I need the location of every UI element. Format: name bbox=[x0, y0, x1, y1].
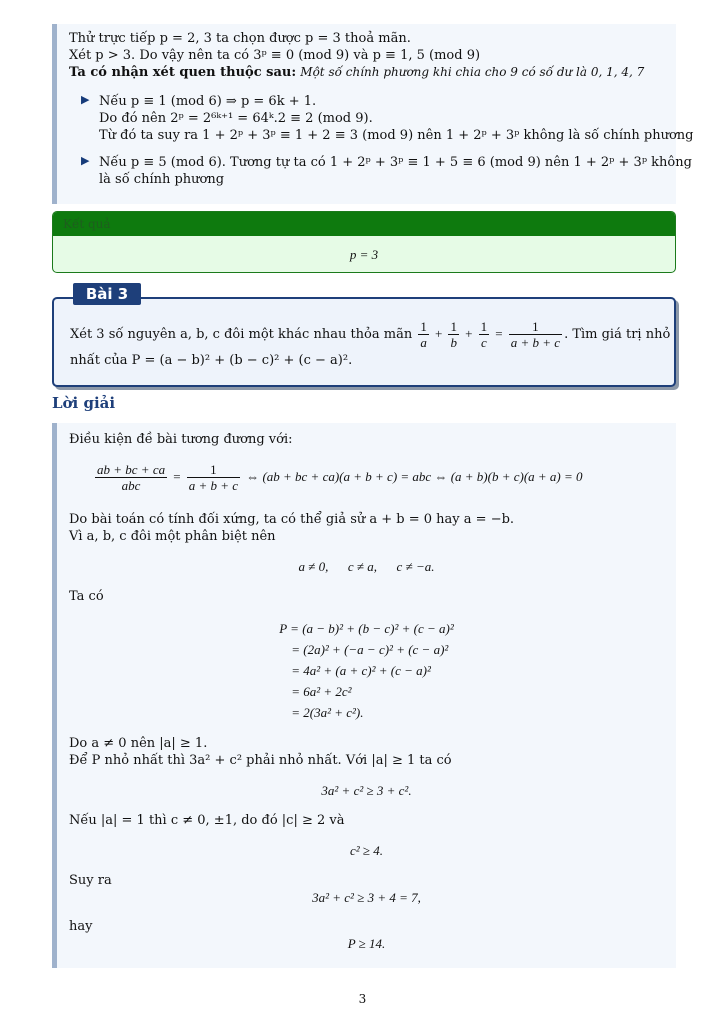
result-header: Kết quả bbox=[53, 212, 675, 236]
align-row: = (2a)² + (−a − c)² + (c − a)² bbox=[291, 642, 449, 657]
display-equation: 3a² + c² ≥ 3 + c². bbox=[321, 783, 412, 798]
problem-title-tab: Bài 3 bbox=[73, 283, 141, 305]
problem-line-2: nhất của P = (a − b)² + (b − c)² + (c − a)². bbox=[70, 353, 353, 368]
equation-rest: ⇔ (ab + bc + ca)(a + b + c) = abc ⇔ (a + b)(b + c)(a + a) = 0 bbox=[246, 469, 583, 484]
solution-line: Để P nhỏ nhất thì 3a² + c² phải nhỏ nhất. Với |a| ≥ 1 ta có bbox=[69, 753, 452, 768]
equation-1 bbox=[69, 458, 664, 497]
bullet-icon: ▶ bbox=[81, 154, 90, 167]
align-block bbox=[279, 618, 454, 723]
display-equation: a ≠ 0, c ≠ a, c ≠ −a. bbox=[298, 559, 435, 574]
case-line: Từ đó ta suy ra 1 + 2ᵖ + 3ᵖ ≡ 1 + 2 ≡ 3 (mod 9) nên 1 + 2ᵖ + 3ᵖ không là số chính phương bbox=[99, 128, 694, 143]
solution-line: Do bài toán có tính đối xứng, ta có thể giả sử a + b = 0 hay a = −b. bbox=[69, 512, 515, 527]
fraction: $\frac{1}{c}$ bbox=[480, 319, 488, 350]
bullet-icon: ▶ bbox=[81, 93, 90, 106]
solution-line: Nếu |a| = 1 thì c ≠ 0, ±1, do đó |c| ≥ 2 và bbox=[69, 813, 345, 828]
remark-line bbox=[69, 64, 664, 81]
fraction: $\frac{1}{a + b + c}$ bbox=[188, 462, 239, 493]
fraction: $\frac{1}{a + b + c}$ bbox=[510, 319, 561, 350]
case-item bbox=[69, 154, 692, 188]
case-line: Nếu p ≡ 1 (mod 6) ⇒ p = 6k + 1. bbox=[99, 94, 317, 109]
solution-line: Xét p > 3. Do vậy nên ta có 3ᵖ ≡ 0 (mod 9) và p ≡ 1, 5 (mod 9) bbox=[69, 48, 481, 63]
previous-solution-block bbox=[52, 24, 694, 204]
fraction: $\frac{1}{a}$ bbox=[420, 319, 427, 350]
problem-text: Xét 3 số nguyên a, b, c đôi một khác nhau thỏa mãn bbox=[70, 327, 413, 342]
solution-line: Suy ra bbox=[69, 873, 112, 888]
remark-italic: Một số chính phương khi chia cho 9 có số dư là 0, 1, 4, 7 bbox=[300, 65, 645, 79]
remark-bold: Ta có nhận xét quen thuộc sau: bbox=[69, 65, 297, 80]
align-row: P = (a − b)² + (b − c)² + (c − a)² bbox=[279, 621, 454, 636]
case-line: Nếu p ≡ 5 (mod 6). Tương tự ta có 1 + 2ᵖ + 3ᵖ ≡ 1 + 5 ≡ 6 (mod 9) nên 1 + 2ᵖ + 3ᵖ không bbox=[99, 155, 692, 170]
result-value: p = 3 bbox=[349, 247, 379, 262]
problem-text: . Tìm giá trị nhỏ bbox=[564, 327, 671, 342]
solution-line: Do a ≠ 0 nên |a| ≥ 1. bbox=[69, 736, 208, 751]
plus-sign: + bbox=[435, 326, 443, 341]
solution-line: Thử trực tiếp p = 2, 3 ta chọn được p = 3 thoả mãn. bbox=[69, 31, 411, 46]
solution-heading: Lời giải bbox=[52, 394, 116, 412]
equals-sign: = bbox=[495, 326, 503, 341]
solution-block bbox=[52, 423, 676, 968]
solution-line: Điều kiện đề bài tương đương với: bbox=[69, 432, 293, 447]
aligned-equations bbox=[69, 618, 664, 723]
case-line: Do đó nên 2ᵖ = 2⁶ᵏ⁺¹ = 64ᵏ.2 ≡ 2 (mod 9). bbox=[99, 111, 373, 126]
display-equation: c² ≥ 4. bbox=[349, 843, 384, 858]
display-equation: 3a² + c² ≥ 3 + 4 = 7, bbox=[312, 890, 421, 905]
fraction: $\frac{ab + bc + ca}{\text{abc}}$ bbox=[97, 462, 166, 493]
equals-sign: = bbox=[173, 469, 181, 484]
solution-line: Vì a, b, c đôi một phân biệt nên bbox=[69, 529, 276, 544]
fraction: $\frac{1}{b}$ bbox=[450, 319, 457, 350]
case-item bbox=[69, 93, 694, 144]
page-number: 3 bbox=[358, 992, 367, 1006]
case-line: là số chính phương bbox=[99, 172, 225, 187]
solution-line: Ta có bbox=[69, 589, 104, 604]
problem-line-1 bbox=[70, 319, 670, 350]
align-row: = 2(3a² + c²). bbox=[291, 705, 364, 720]
align-row: = 4a² + (a + c)² + (c − a)² bbox=[291, 663, 431, 678]
result-box bbox=[52, 211, 676, 273]
solution-line: hay bbox=[69, 919, 93, 934]
problem-statement bbox=[70, 319, 670, 369]
display-equation: P ≥ 14. bbox=[347, 936, 386, 951]
plus-sign: + bbox=[465, 326, 473, 341]
align-row: = 6a² + 2c² bbox=[291, 684, 352, 699]
problem-box bbox=[52, 297, 676, 387]
